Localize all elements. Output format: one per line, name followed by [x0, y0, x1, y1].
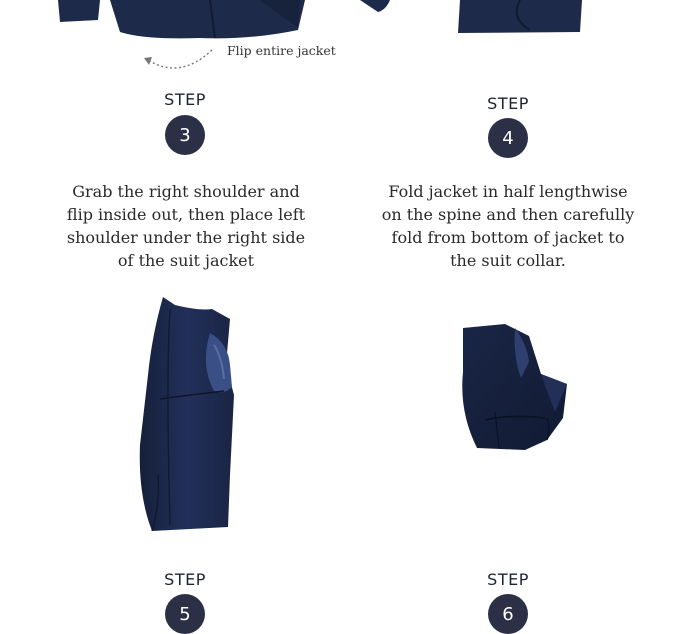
step-4-line: the suit collar. — [450, 251, 566, 270]
step-4-line: fold from bottom of jacket to — [391, 228, 625, 247]
step-3-badge: 3 — [165, 115, 205, 155]
step-3-label: STEP — [164, 90, 206, 109]
step-5-badge — [165, 594, 205, 634]
step-3-line: Grab the right shoulder and — [72, 182, 300, 201]
step-3-line: shoulder under the right side — [66, 228, 306, 247]
flip-jacket-image — [50, 0, 320, 42]
step-6-badge — [488, 594, 528, 634]
step-3-line: of the suit jacket — [117, 251, 255, 270]
step-4-line: Fold jacket in half lengthwise — [388, 182, 628, 201]
step-4-badge: 4 — [488, 118, 528, 158]
step-6-label: STEP — [487, 570, 529, 589]
step-3-line: flip inside out, then place left — [66, 205, 306, 224]
step-3-instructions — [56, 180, 316, 272]
inside-out-jacket-image — [130, 295, 250, 535]
flip-entire-jacket-note: Flip entire jacket — [227, 43, 336, 58]
folded-jacket-top-image — [360, 0, 590, 42]
step-5-label: STEP — [164, 570, 206, 589]
half-folded-jacket-image — [455, 322, 575, 457]
step-6-number: 6 — [502, 603, 514, 625]
step-4-line: on the spine and then carefully — [381, 205, 635, 224]
step-4-instructions — [378, 180, 638, 272]
flip-arrow — [140, 42, 220, 76]
step-5-number: 5 — [179, 603, 191, 625]
step-4-label: STEP — [487, 94, 529, 113]
